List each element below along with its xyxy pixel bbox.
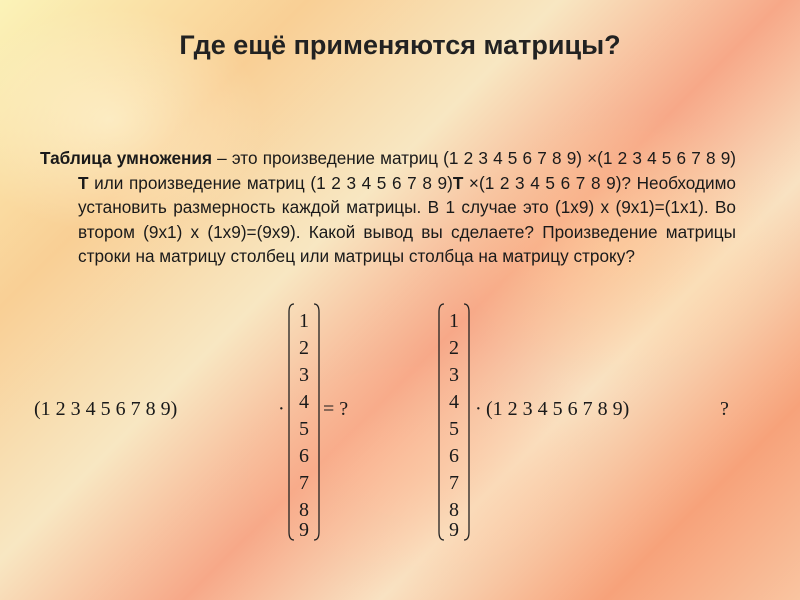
paragraph-text-3: ×(1 2 3 4 5 6 7 8 9)? Необходимо установить размерность каждой матрицы. В 1 случае это (1х9) х (9х1)=(1х1). Во втором (9х1) х (1х9)=(9х9). Какой вывод вы сделаете? Произведение матрицы строки на матрицу столбец или матрицы столбца на матрицу строку? bbox=[78, 172, 736, 266]
eq2-column-vector bbox=[447, 300, 461, 544]
body-paragraph bbox=[40, 146, 736, 269]
eq2-col-entry: 5 bbox=[449, 418, 459, 440]
paragraph-text-2: или произведение матриц (1 2 3 4 5 6 7 8 9) bbox=[88, 172, 453, 193]
eq1-col-entry: 9 bbox=[299, 519, 309, 541]
eq1-col-entry: 2 bbox=[299, 337, 309, 359]
eq1-col-entry: 7 bbox=[299, 472, 309, 494]
eq2-col-entry: 1 bbox=[449, 310, 459, 332]
slide-title: Где ещё применяются матрицы? bbox=[179, 30, 621, 60]
eq2-col-entry: 8 bbox=[449, 499, 459, 521]
eq2-col-entry: 2 bbox=[449, 337, 459, 359]
eq1-col-entry: 4 bbox=[299, 391, 309, 413]
transpose-mark-1: Т bbox=[78, 172, 89, 193]
eq2-dot: · bbox=[475, 398, 482, 420]
eq2-col-entry: 4 bbox=[449, 391, 459, 413]
transpose-mark-2: Т bbox=[452, 172, 464, 193]
eq1-column-vector bbox=[297, 300, 311, 544]
eq2-col-entry: 7 bbox=[449, 472, 459, 494]
eq1-col-entry: 3 bbox=[299, 364, 309, 386]
eq1-col-entry: 5 bbox=[299, 418, 309, 440]
eq1-col-entry: 1 bbox=[299, 310, 309, 332]
eq2-row-vector: (1 2 3 4 5 6 7 8 9) bbox=[486, 398, 630, 420]
eq2-col-entry: 3 bbox=[449, 364, 459, 386]
eq1-result: = ? bbox=[323, 398, 349, 420]
eq2-col-entry: 6 bbox=[449, 445, 459, 467]
eq1-row-vector: (1 2 3 4 5 6 7 8 9) bbox=[34, 398, 178, 420]
eq1-dot: · bbox=[278, 398, 285, 420]
paragraph-lead: Таблица умножения bbox=[40, 148, 212, 168]
eq1-col-entry: 8 bbox=[299, 499, 309, 521]
eq2-col-entry: 9 bbox=[449, 519, 459, 541]
eq1-col-entry: 6 bbox=[299, 445, 309, 467]
eq2-result: ? bbox=[720, 398, 729, 420]
paragraph-text-1: – это произведение матриц (1 2 3 4 5 6 7 8 9) ×(1 2 3 4 5 6 7 8 9) bbox=[212, 148, 736, 168]
